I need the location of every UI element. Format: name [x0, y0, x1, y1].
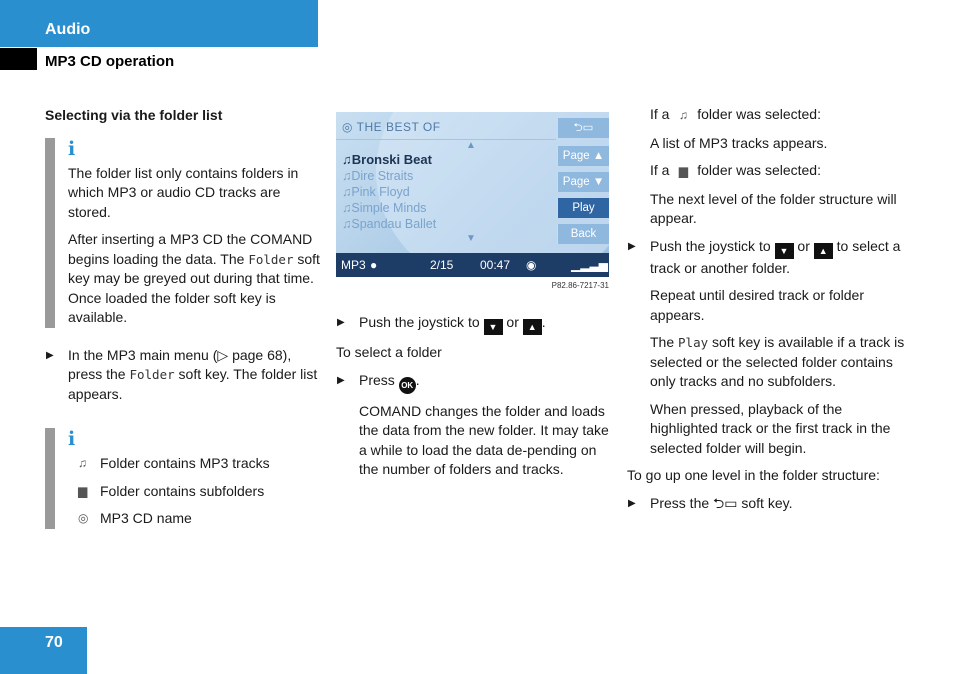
scroll-up-icon: ▲	[466, 140, 476, 151]
legend-item: ♫ Folder contains MP3 tracks	[68, 454, 320, 474]
bullet-arrow-icon: ▶	[337, 317, 345, 328]
result-text: COMAND changes the folder and loads the data from the new folder. It may take a while to load the data de-pending on the number of folders and tracks.	[359, 402, 609, 477]
list-item[interactable]: ♫Bronski Beat	[342, 152, 432, 167]
step-open-folder-list: ▶ In the MP3 main menu (▷ page 68), press the Folder soft key. The folder list appears.	[46, 346, 318, 402]
subfolder-icon: ▆	[78, 483, 88, 498]
list-item[interactable]: ♫Simple Minds	[342, 201, 427, 215]
list-item[interactable]: ♫Dire Straits	[342, 169, 414, 183]
back-level-icon: ⮌▭	[713, 494, 738, 511]
joystick-down-icon: ▼	[775, 243, 794, 259]
page-up-softkey[interactable]: Page ▲	[557, 146, 609, 166]
folder-list	[342, 151, 436, 232]
subsection-marker	[0, 48, 37, 70]
mode-label: MP3	[341, 258, 366, 272]
legend-item: ▆ Folder contains subfolders	[68, 482, 320, 502]
mp3-cd-icon: ◎	[78, 511, 89, 525]
column-middle	[336, 112, 611, 488]
subfolder-icon: ▆	[678, 164, 688, 178]
bullet-arrow-icon: ▶	[46, 349, 54, 361]
bullet-arrow-icon: ▶	[337, 374, 345, 386]
info-note-1	[45, 138, 320, 328]
joystick-up-icon: ▲	[814, 243, 833, 259]
volume-icon: ▁▂▃▅	[571, 258, 608, 272]
step-press-ok: ▶ Press OK .	[336, 371, 611, 394]
play-time: 00:47	[480, 258, 511, 272]
section-title: Audio	[45, 21, 91, 38]
page-down-softkey[interactable]: Page ▼	[557, 172, 609, 192]
joystick-down-icon: ▼	[484, 319, 503, 335]
mp3-cd-icon: ◎	[342, 120, 353, 134]
subsection-title: MP3 CD operation	[45, 53, 175, 70]
result-text: The Play soft key is available if a track is selected or the selected folder contains only tracks and no subfolders.	[650, 334, 905, 389]
list-item[interactable]: ♫Spandau Ballet	[342, 217, 437, 231]
result-text: When pressed, playback of the highlighted track or the first track in the selected folder will begin.	[650, 400, 891, 456]
back-softkey[interactable]: Back	[557, 224, 609, 244]
back-level-icon: ⮌▭	[573, 122, 594, 134]
ok-button-icon: OK	[399, 377, 416, 394]
step-push-joystick: ▶ Push the joystick to ▼ or ▲ to select a track or another folder.	[628, 237, 901, 276]
result-text: If a ▆ folder was selected:	[627, 161, 912, 182]
joystick-up-icon: ▲	[523, 319, 542, 335]
track-counter: 2/15	[430, 258, 454, 272]
cd-icon: ●	[370, 258, 378, 272]
comand-screen	[336, 112, 609, 277]
info-icon: i	[68, 137, 76, 160]
note-text: The folder list only contains folders in which MP3 or audio CD tracks are stored.	[68, 164, 299, 220]
page-number: 70	[45, 634, 63, 651]
list-item[interactable]: ♫Pink Floyd	[342, 185, 410, 199]
scroll-down-icon: ▼	[466, 233, 476, 244]
column-right	[627, 105, 912, 521]
shuffle-icon: ◉	[526, 258, 537, 272]
page-number-box	[0, 627, 87, 674]
step-push-joystick: ▶ Push the joystick to ▼ or ▲ .	[336, 313, 611, 335]
result-text: If a ♫ folder was selected:	[627, 105, 912, 126]
sub-heading: To go up one level in the folder structure:	[627, 467, 880, 483]
back-level-softkey[interactable]	[557, 118, 609, 138]
mp3-folder-icon: ♫	[678, 108, 688, 122]
mp3-folder-icon: ♫	[78, 456, 87, 470]
sub-heading: To select a folder	[336, 344, 442, 360]
section-heading: Selecting via the folder list	[45, 107, 223, 123]
result-text: Repeat until desired track or folder appears.	[650, 287, 864, 323]
folder-softkey-label: Folder	[129, 367, 175, 382]
screen-title: ◎ THE BEST OF	[342, 120, 441, 134]
play-softkey-label: Play	[678, 335, 709, 350]
note-bar	[45, 428, 55, 529]
play-softkey[interactable]: Play	[557, 198, 609, 218]
figure-caption: P82.86-7217-31	[551, 281, 609, 290]
bullet-arrow-icon: ▶	[628, 497, 636, 509]
result-text: The next level of the folder structure will appear.	[650, 190, 897, 226]
note-text: After inserting a MP3 CD the COMAND begins loading the data. The Folder soft key may be greyed out during that time. Once loaded the folder soft key is available.	[68, 231, 320, 325]
step-press-back: ▶ Press the ⮌▭ soft key.	[627, 494, 912, 514]
bullet-arrow-icon: ▶	[628, 240, 636, 252]
info-icon: i	[68, 428, 76, 450]
folder-softkey-label: Folder	[248, 251, 294, 267]
legend-item: ◎ MP3 CD name	[68, 509, 320, 529]
page-ref-icon: ▷	[217, 346, 229, 363]
status-bar	[336, 253, 609, 277]
result-text: A list of MP3 tracks appears.	[650, 134, 828, 151]
column-left	[45, 106, 320, 535]
info-note-2	[45, 428, 320, 529]
note-bar	[45, 138, 55, 328]
